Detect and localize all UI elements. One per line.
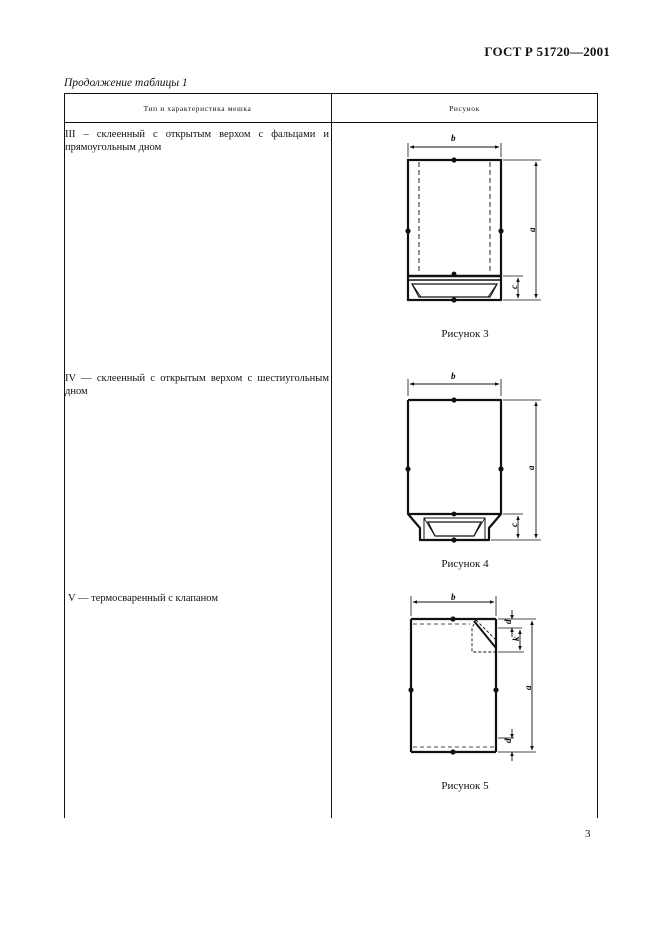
figure-3-label-a: a — [527, 227, 537, 232]
bag-type-4-description: IV — склеенный с открытым верхом с шестиугольным дном — [65, 373, 329, 397]
column-header-figure: Рисунок — [449, 104, 480, 113]
figure-4-caption: Рисунок 4 — [441, 558, 489, 570]
figure-3-label-c: c — [509, 285, 519, 289]
figure-5-drawing — [408, 596, 536, 761]
figure-5-label-a: a — [523, 685, 533, 690]
figure-3-drawing — [405, 143, 541, 303]
figure-5-caption: Рисунок 5 — [441, 780, 489, 792]
figure-5-label-d-top: d — [503, 619, 513, 624]
figure-5-label-d-bottom: d — [503, 738, 513, 743]
figure-4-label-b: b — [451, 371, 456, 381]
figure-4-label-a: a — [526, 465, 536, 470]
figure-3-label-b: b — [451, 133, 456, 143]
bag-type-5-description: V — термосваренный с клапаном — [68, 593, 218, 604]
table-continuation-note: Продолжение таблицы 1 — [64, 77, 188, 89]
figure-5-label-k: k — [511, 636, 521, 641]
figure-4-drawing — [405, 379, 541, 543]
figure-4-label-c: c — [509, 523, 519, 527]
document-code: ГОСТ Р 51720—2001 — [484, 44, 610, 59]
bag-type-3-description: III – склеенный с открытым верхом с фальцами и прямоугольным дном — [65, 129, 329, 153]
column-header-type: Тип и характеристика мешка — [143, 104, 252, 113]
page-number: 3 — [585, 828, 591, 840]
figure-5-label-b: b — [451, 592, 456, 602]
figure-3-caption: Рисунок 3 — [441, 328, 489, 340]
